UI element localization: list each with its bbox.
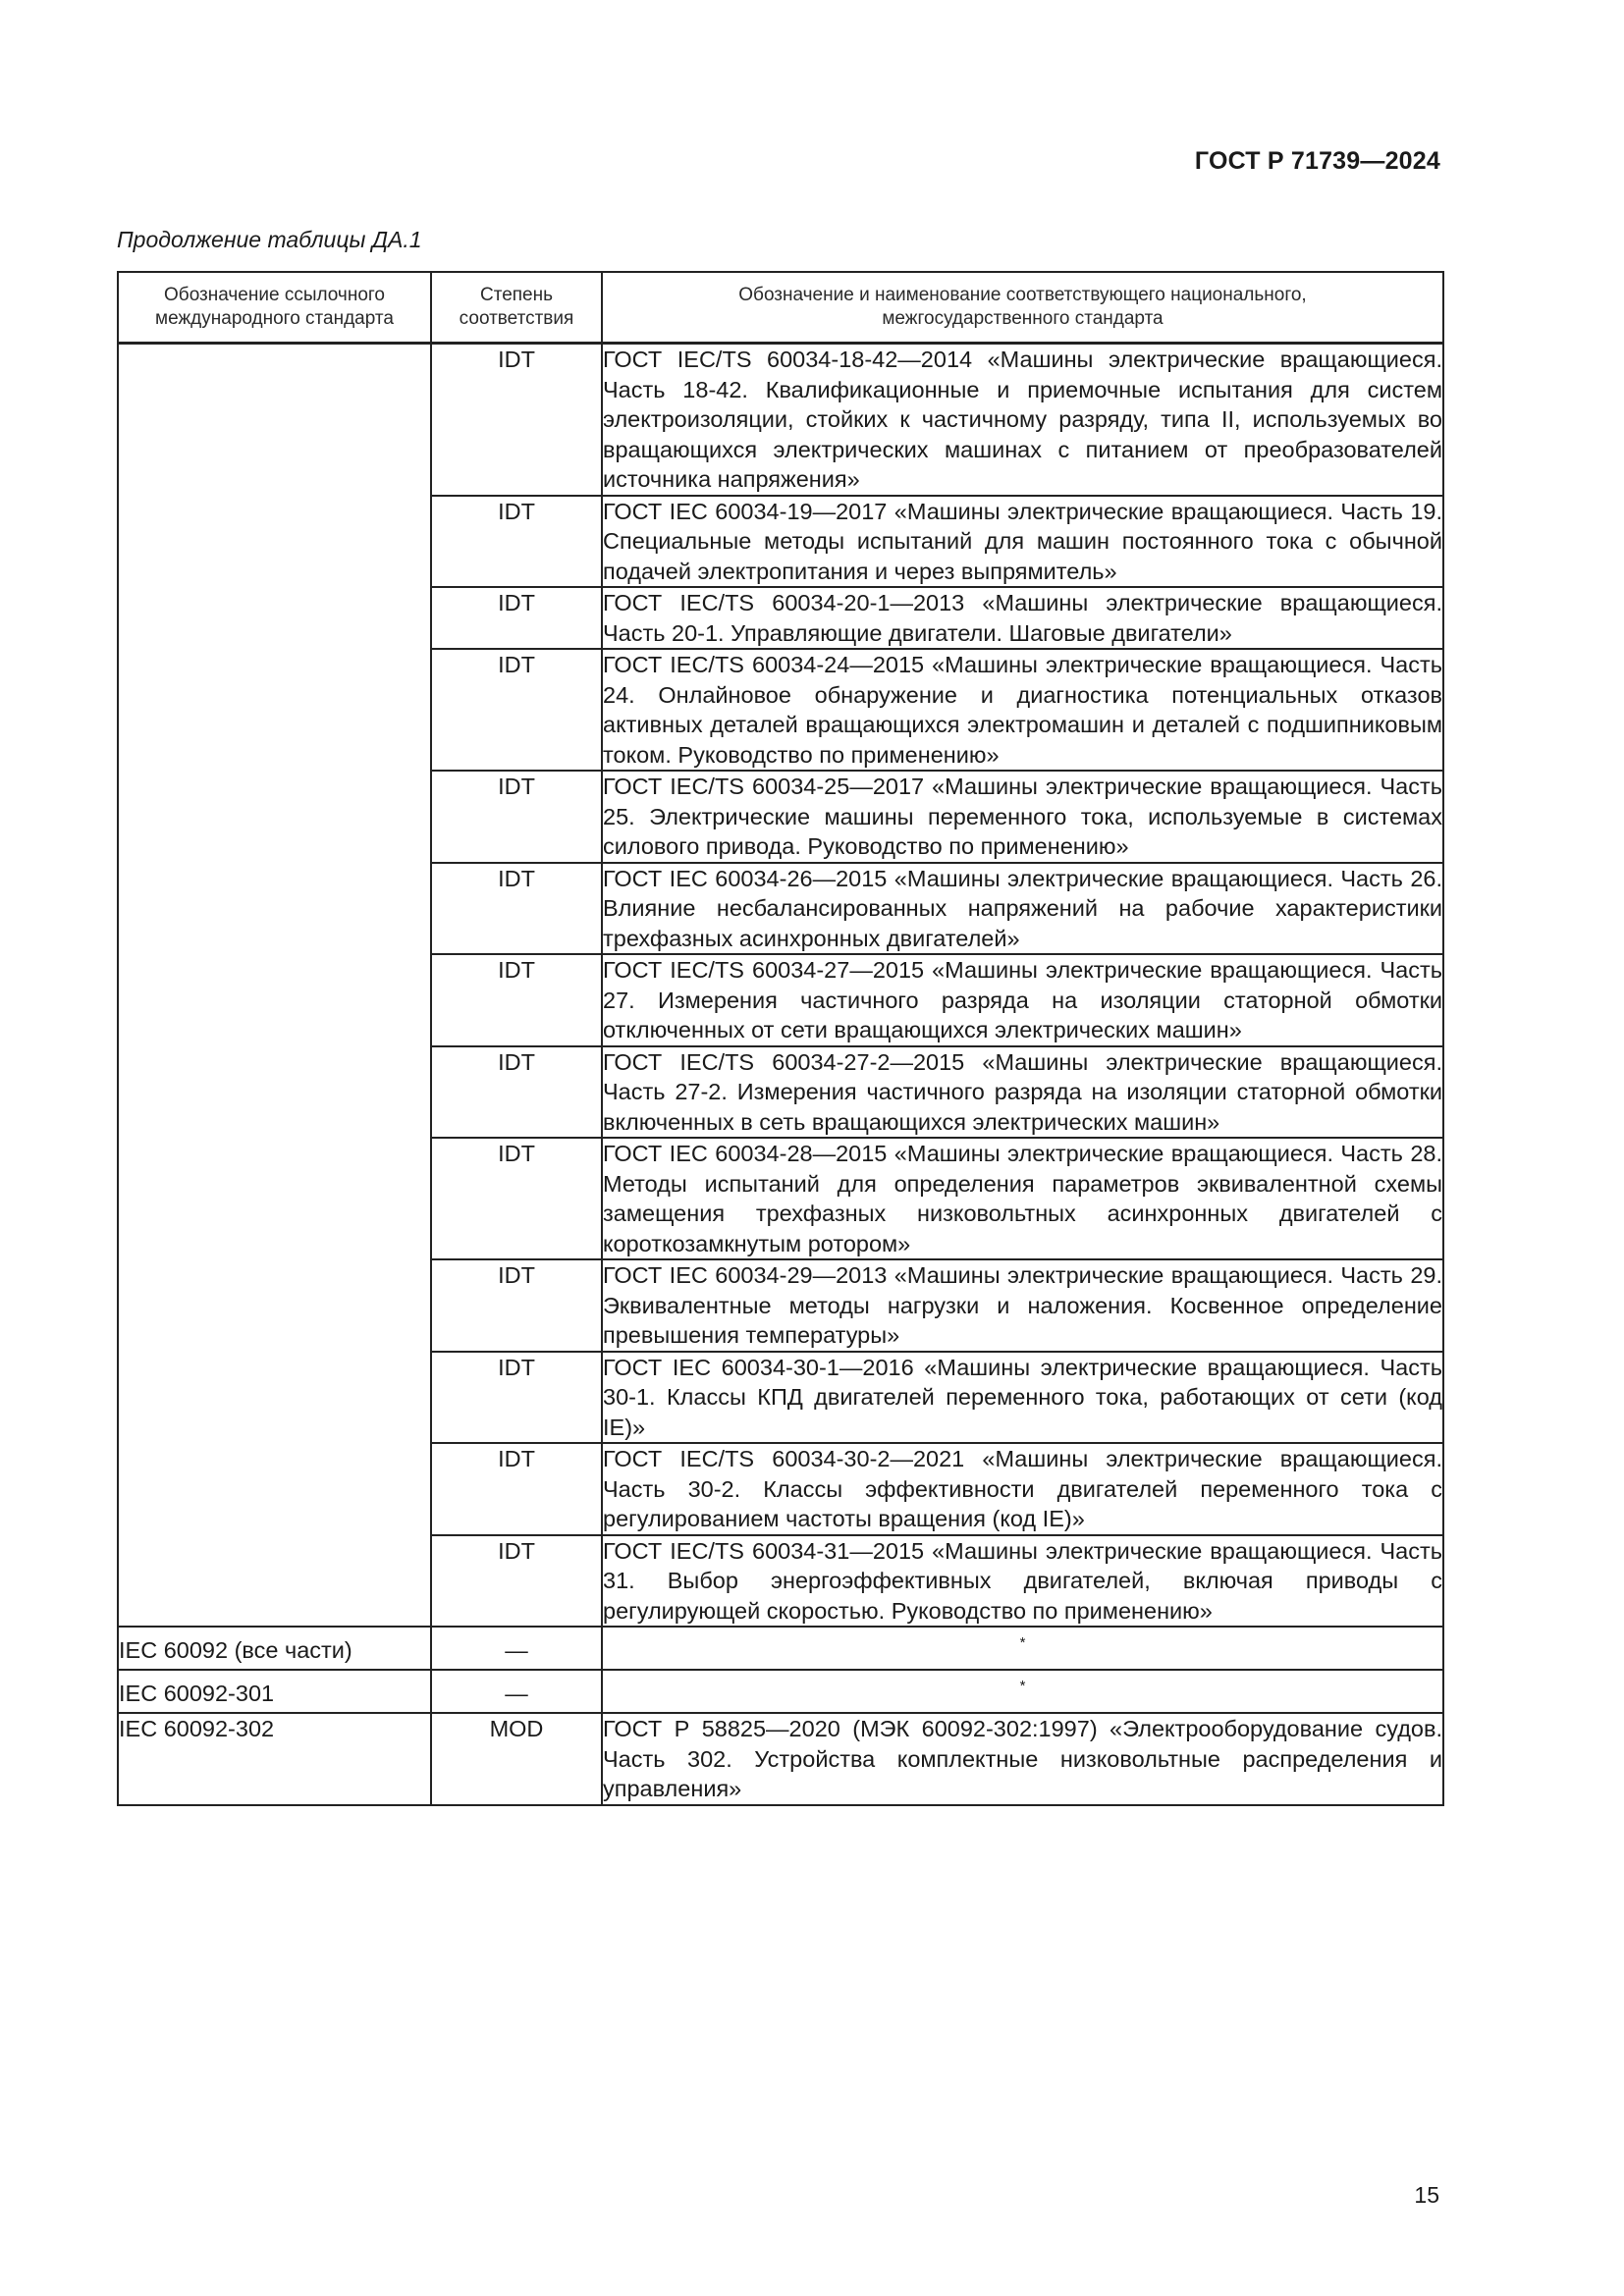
degree-cell: IDT	[431, 344, 602, 496]
degree-cell: IDT	[431, 771, 602, 863]
table-header-row	[118, 272, 1443, 344]
standard-cell: ГОСТ IEC 60034-19—2017 «Машины электрические вращающиеся. Часть 19. Специальные методы испытаний для машин постоянного тока с обычной подачей электропитания и через выпрямитель»	[602, 496, 1443, 588]
table-row	[118, 344, 1443, 496]
table-row	[118, 1713, 1443, 1805]
degree-cell: —	[431, 1627, 602, 1670]
standard-cell: ГОСТ IEC 60034-26—2015 «Машины электрические вращающиеся. Часть 26. Влияние несбалансированных напряжений на рабочие характеристики трехфазных асинхронных двигателей»	[602, 863, 1443, 955]
degree-cell: IDT	[431, 1046, 602, 1139]
standard-cell: ГОСТ IEC/TS 60034-30-2—2021 «Машины электрические вращающиеся. Часть 30-2. Классы эффективности двигателей переменного тока с регулированием частоты вращения (код IE)»	[602, 1443, 1443, 1535]
degree-cell: IDT	[431, 1443, 602, 1535]
degree-cell: —	[431, 1670, 602, 1713]
standard-cell: ГОСТ IEC 60034-29—2013 «Машины электрические вращающиеся. Часть 29. Эквивалентные методы нагрузки и наложения. Косвенное определение превышения температуры»	[602, 1259, 1443, 1352]
standard-cell: ГОСТ IEC 60034-30-1—2016 «Машины электрические вращающиеся. Часть 30-1. Классы КПД двигателей переменного тока, работающих от сети (код IE)»	[602, 1352, 1443, 1444]
degree-cell: IDT	[431, 1535, 602, 1628]
degree-cell: MOD	[431, 1713, 602, 1805]
reference-cell: IEC 60092 (все части)	[118, 1627, 431, 1670]
standard-cell: ГОСТ IEC/TS 60034-20-1—2013 «Машины электрические вращающиеся. Часть 20-1. Управляющие двигатели. Шаговые двигатели»	[602, 587, 1443, 649]
degree-cell: IDT	[431, 1259, 602, 1352]
degree-cell: IDT	[431, 587, 602, 649]
degree-cell: IDT	[431, 649, 602, 771]
reference-cell: IEC 60092-301	[118, 1670, 431, 1713]
standard-cell: ГОСТ IEC/TS 60034-31—2015 «Машины электрические вращающиеся. Часть 31. Выбор энергоэффективных двигателей, включая приводы с регулирующей скоростью. Руководство по применению»	[602, 1535, 1443, 1628]
standard-cell: *	[602, 1627, 1443, 1670]
reference-standards-table	[117, 271, 1444, 1806]
degree-cell: IDT	[431, 954, 602, 1046]
standard-cell: ГОСТ Р 58825—2020 (МЭК 60092-302:1997) «Электрооборудование судов. Часть 302. Устройства комплектные низковольтные распределения и управления»	[602, 1713, 1443, 1805]
standard-cell: ГОСТ IEC/TS 60034-18-42—2014 «Машины электрические вращающиеся. Часть 18-42. Квалификационные и приемочные испытания для систем электроизоляции, стойких к частичному разряду, типа II, используемых во вращающихся электрических машинах с питанием от преобразователей источника напряжения»	[602, 344, 1443, 496]
standard-cell: ГОСТ IEC/TS 60034-24—2015 «Машины электрические вращающиеся. Часть 24. Онлайновое обнаружение и диагностика потенциальных отказов активных деталей вращающихся электромашин и деталей с подшипниковым током. Руководство по применению»	[602, 649, 1443, 771]
table-row	[118, 1670, 1443, 1713]
degree-cell: IDT	[431, 1138, 602, 1259]
column-header-degree: Степень соответствия	[431, 272, 602, 344]
standard-cell: ГОСТ IEC/TS 60034-27-2—2015 «Машины электрические вращающиеся. Часть 27-2. Измерения частичного разряда на изоляции статорной обмотки включенных в сеть вращающихся электрических машин»	[602, 1046, 1443, 1139]
reference-cell	[118, 344, 431, 1628]
reference-cell: IEC 60092-302	[118, 1713, 431, 1805]
standard-cell: ГОСТ IEC 60034-28—2015 «Машины электрические вращающиеся. Часть 28. Методы испытаний для определения параметров эквивалентной схемы замещения трехфазных низковольтных асинхронных двигателей с короткозамкнутым ротором»	[602, 1138, 1443, 1259]
table-row	[118, 1627, 1443, 1670]
degree-cell: IDT	[431, 496, 602, 588]
column-header-standard: Обозначение и наименование соответствующего национального, межгосударственного стандарта	[602, 272, 1443, 344]
document-number: ГОСТ Р 71739—2024	[1194, 147, 1440, 175]
page-number: 15	[1414, 2182, 1439, 2208]
degree-cell: IDT	[431, 1352, 602, 1444]
standard-cell: *	[602, 1670, 1443, 1713]
standard-cell: ГОСТ IEC/TS 60034-25—2017 «Машины электрические вращающиеся. Часть 25. Электрические машины переменного тока, используемые в системах силового привода. Руководство по применению»	[602, 771, 1443, 863]
column-header-reference: Обозначение ссылочного международного стандарта	[118, 272, 431, 344]
table-caption: Продолжение таблицы ДА.1	[117, 227, 422, 252]
standard-cell: ГОСТ IEC/TS 60034-27—2015 «Машины электрические вращающиеся. Часть 27. Измерения частичного разряда на изоляции статорной обмотки отключенных от сети вращающихся электрических машин»	[602, 954, 1443, 1046]
degree-cell: IDT	[431, 863, 602, 955]
